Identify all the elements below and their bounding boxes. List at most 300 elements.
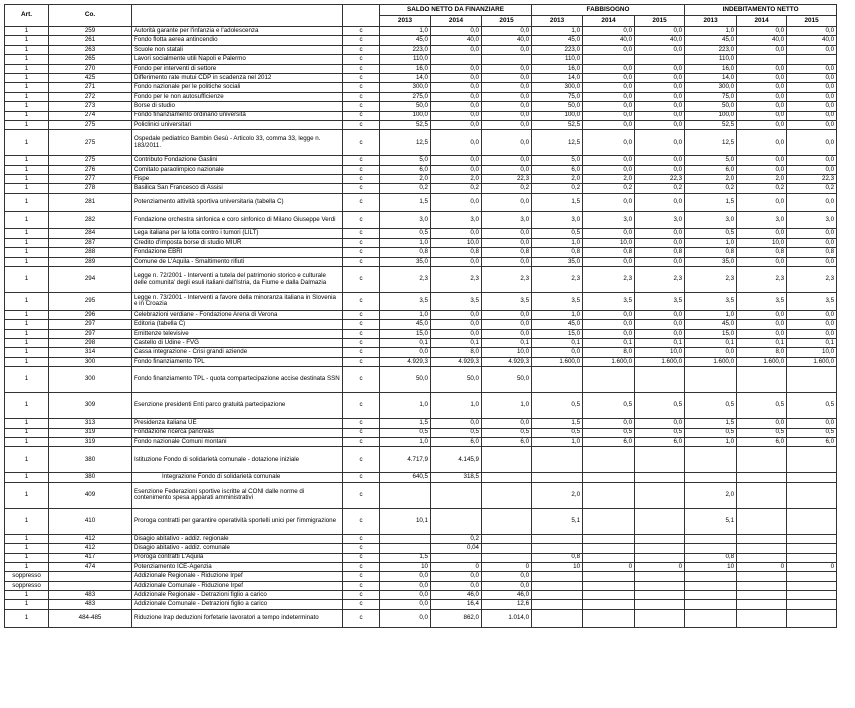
value-cell: 10	[532, 562, 583, 571]
value-cell: 0,0	[787, 73, 837, 82]
description-cell: Addizionale Comunale - Detrazioni figlio a carico	[132, 600, 343, 609]
type-cell: c	[343, 229, 380, 238]
value-cell: 10,0	[482, 348, 532, 357]
value-cell: 40,0	[431, 36, 482, 45]
value-cell: 0,0	[583, 92, 635, 101]
value-cell: 1,5	[380, 553, 431, 562]
co-cell: 313	[49, 419, 132, 428]
co-cell: 298	[49, 338, 132, 347]
value-cell	[583, 600, 635, 609]
value-cell: 0,0	[583, 73, 635, 82]
value-cell	[635, 553, 685, 562]
description-cell: Fondazione EBRI	[132, 248, 343, 257]
value-cell: 16,0	[380, 64, 431, 73]
description-cell: Fondo nazionale Comuni montani	[132, 437, 343, 446]
type-cell: c	[343, 120, 380, 129]
value-cell: 3,5	[787, 293, 837, 311]
value-cell: 10,0	[431, 238, 482, 247]
description-cell: Esenzione Federazioni sportive iscritte al CONI dalle norme di contenimento spesa apparati amministrativi	[132, 482, 343, 508]
value-cell: 8,0	[737, 348, 787, 357]
table-row	[5, 428, 837, 437]
type-cell: c	[343, 600, 380, 609]
table-row	[5, 102, 837, 111]
value-cell: 2,0	[532, 482, 583, 508]
value-cell: 0,0	[482, 73, 532, 82]
value-cell: 2,3	[787, 267, 837, 293]
value-cell	[635, 534, 685, 543]
value-cell: 0,5	[787, 393, 837, 419]
type-cell: c	[343, 338, 380, 347]
value-cell: 0,2	[635, 184, 685, 193]
value-cell	[635, 600, 685, 609]
value-cell: 50,0	[482, 367, 532, 393]
art-cell: 1	[5, 27, 49, 36]
co-cell: 274	[49, 111, 132, 120]
value-cell: 52,5	[380, 120, 431, 129]
value-cell: 0,0	[482, 165, 532, 174]
description-cell: Addizionale Comunale - Riduzione Irpef	[132, 581, 343, 590]
table-row	[5, 36, 837, 45]
table-row	[5, 534, 837, 543]
value-cell	[685, 544, 737, 553]
header-year: 2014	[431, 16, 482, 27]
value-cell: 640,5	[380, 473, 431, 482]
value-cell	[685, 447, 737, 473]
co-cell: 300	[49, 367, 132, 393]
value-cell: 0,8	[787, 248, 837, 257]
value-cell: 16,4	[431, 600, 482, 609]
value-cell: 50,0	[431, 367, 482, 393]
value-cell: 1,0	[380, 310, 431, 319]
value-cell: 1,0	[380, 238, 431, 247]
value-cell: 0,0	[482, 329, 532, 338]
value-cell	[737, 534, 787, 543]
value-cell: 0,0	[635, 419, 685, 428]
value-cell: 0,0	[635, 310, 685, 319]
co-cell: 295	[49, 293, 132, 311]
value-cell: 0,0	[380, 600, 431, 609]
co-cell: 483	[49, 600, 132, 609]
table-row	[5, 329, 837, 338]
value-cell: 0,0	[431, 156, 482, 165]
co-cell: 417	[49, 553, 132, 562]
value-cell: 0,0	[431, 581, 482, 590]
table-row	[5, 55, 837, 64]
value-cell: 16,0	[685, 64, 737, 73]
value-cell: 6,0	[635, 437, 685, 446]
value-cell: 0,0	[737, 64, 787, 73]
value-cell: 0,5	[482, 428, 532, 437]
value-cell: 3,5	[482, 293, 532, 311]
co-cell: 425	[49, 73, 132, 82]
description-cell: Fondo per le non autosufficienze	[132, 92, 343, 101]
description-cell: Istituzione Fondo di solidarietà comunale - dotazione iniziale	[132, 447, 343, 473]
value-cell	[482, 534, 532, 543]
type-cell: c	[343, 357, 380, 366]
value-cell	[737, 482, 787, 508]
table-row	[5, 267, 837, 293]
value-cell: 3,5	[737, 293, 787, 311]
art-cell: 1	[5, 120, 49, 129]
value-cell: 0,0	[583, 27, 635, 36]
co-cell: 281	[49, 193, 132, 211]
art-cell: 1	[5, 83, 49, 92]
value-cell: 110,0	[380, 55, 431, 64]
value-cell: 4.929,3	[482, 357, 532, 366]
co-cell: 483	[49, 591, 132, 600]
value-cell: 15,0	[532, 329, 583, 338]
co-cell	[49, 572, 132, 581]
value-cell: 75,0	[685, 92, 737, 101]
value-cell: 0,8	[380, 248, 431, 257]
value-cell: 0,5	[685, 393, 737, 419]
art-cell: 1	[5, 437, 49, 446]
value-cell: 0,0	[431, 193, 482, 211]
value-cell	[583, 544, 635, 553]
description-cell: Proroga contratti L'Aquila	[132, 553, 343, 562]
value-cell: 0,0	[583, 320, 635, 329]
description-cell: Proroga contratti per garantire operatività sportelli unici per l'immigrazione	[132, 508, 343, 534]
value-cell: 0,0	[787, 310, 837, 319]
value-cell: 12,6	[482, 600, 532, 609]
value-cell: 0,8	[685, 553, 737, 562]
value-cell: 6,0	[380, 165, 431, 174]
table-row	[5, 508, 837, 534]
value-cell	[787, 482, 837, 508]
value-cell: 300,0	[532, 83, 583, 92]
co-cell	[49, 581, 132, 590]
art-cell: 1	[5, 238, 49, 247]
table-row	[5, 92, 837, 101]
table-row	[5, 600, 837, 609]
description-cell: Editoria (tabella C)	[132, 320, 343, 329]
header-year: 2015	[635, 16, 685, 27]
value-cell: 0,0	[482, 238, 532, 247]
value-cell	[583, 55, 635, 64]
value-cell: 22,3	[635, 175, 685, 184]
budget-table	[4, 4, 837, 628]
value-cell: 0,1	[685, 338, 737, 347]
value-cell: 1,0	[380, 27, 431, 36]
value-cell: 10,0	[737, 238, 787, 247]
co-cell: 272	[49, 92, 132, 101]
description-cell: Autorità garante per l'infanzia e l'adolescenza	[132, 27, 343, 36]
value-cell	[532, 367, 583, 393]
type-cell: c	[343, 238, 380, 247]
value-cell: 0,0	[431, 111, 482, 120]
value-cell	[583, 447, 635, 473]
value-cell: 2,0	[685, 175, 737, 184]
table-row	[5, 393, 837, 419]
value-cell: 3,0	[532, 211, 583, 229]
value-cell: 0,2	[787, 184, 837, 193]
description-cell: Fondo per interventi di settore	[132, 64, 343, 73]
description-cell: Emittenze televisive	[132, 329, 343, 338]
header-year: 2013	[380, 16, 431, 27]
type-cell: c	[343, 544, 380, 553]
value-cell: 110,0	[532, 55, 583, 64]
value-cell: 0,0	[635, 45, 685, 54]
type-cell: c	[343, 393, 380, 419]
value-cell: 0,5	[583, 393, 635, 419]
table-row	[5, 130, 837, 156]
value-cell: 0,0	[583, 229, 635, 238]
co-cell: 277	[49, 175, 132, 184]
value-cell	[787, 591, 837, 600]
art-cell: 1	[5, 130, 49, 156]
value-cell: 0,0	[787, 165, 837, 174]
value-cell: 3,0	[380, 211, 431, 229]
art-cell: 1	[5, 393, 49, 419]
value-cell	[787, 572, 837, 581]
co-cell: 410	[49, 508, 132, 534]
value-cell: 0,2	[380, 184, 431, 193]
art-cell: 1	[5, 248, 49, 257]
type-cell: c	[343, 482, 380, 508]
value-cell: 5,0	[532, 156, 583, 165]
value-cell: 0,0	[380, 572, 431, 581]
value-cell: 0,0	[635, 120, 685, 129]
co-cell: 261	[49, 36, 132, 45]
description-cell: Fondazione orchestra sinfonica e coro sinfonico di Milano Giuseppe Verdi	[132, 211, 343, 229]
value-cell	[787, 508, 837, 534]
value-cell: 0,5	[685, 229, 737, 238]
value-cell: 0,0	[380, 609, 431, 627]
value-cell	[583, 367, 635, 393]
value-cell: 3,0	[583, 211, 635, 229]
table-row	[5, 165, 837, 174]
value-cell: 0,0	[635, 130, 685, 156]
value-cell: 14,0	[380, 73, 431, 82]
value-cell: 0,1	[583, 338, 635, 347]
art-cell: 1	[5, 473, 49, 482]
value-cell: 45,0	[532, 36, 583, 45]
co-cell: 259	[49, 27, 132, 36]
description-cell: Differimento rate mutui CDP in scadenza nel 2012	[132, 73, 343, 82]
value-cell: 300,0	[380, 83, 431, 92]
type-cell: c	[343, 534, 380, 543]
table-row	[5, 64, 837, 73]
type-cell: c	[343, 27, 380, 36]
value-cell: 0,0	[787, 419, 837, 428]
table-row	[5, 175, 837, 184]
value-cell: 1.014,0	[482, 609, 532, 627]
art-cell: 1	[5, 211, 49, 229]
type-cell: c	[343, 156, 380, 165]
type-cell: c	[343, 257, 380, 266]
header-year: 2014	[737, 16, 787, 27]
type-cell: c	[343, 83, 380, 92]
value-cell: 0,0	[431, 102, 482, 111]
table-row	[5, 184, 837, 193]
value-cell: 0,0	[737, 130, 787, 156]
value-cell: 10,0	[635, 348, 685, 357]
value-cell: 6,0	[532, 165, 583, 174]
value-cell: 2,3	[635, 267, 685, 293]
table-row	[5, 156, 837, 165]
value-cell	[737, 553, 787, 562]
type-cell: c	[343, 329, 380, 338]
value-cell: 0,0	[787, 45, 837, 54]
value-cell: 15,0	[380, 329, 431, 338]
value-cell: 40,0	[583, 36, 635, 45]
value-cell: 0,5	[380, 428, 431, 437]
value-cell: 1,0	[532, 27, 583, 36]
value-cell: 0,0	[583, 165, 635, 174]
header-type	[343, 5, 380, 27]
value-cell: 318,5	[431, 473, 482, 482]
value-cell: 0,0	[737, 229, 787, 238]
value-cell: 0,0	[482, 257, 532, 266]
type-cell: c	[343, 45, 380, 54]
description-cell: Lega italiana per la lotta contro i tumori (LILT)	[132, 229, 343, 238]
value-cell	[787, 609, 837, 627]
header-description	[132, 5, 343, 27]
value-cell: 0,5	[685, 428, 737, 437]
description-cell: Disagio abitativo - addiz. regionale	[132, 534, 343, 543]
art-cell: 1	[5, 338, 49, 347]
co-cell: 319	[49, 428, 132, 437]
table-row	[5, 419, 837, 428]
table-row	[5, 437, 837, 446]
value-cell: 0,0	[685, 348, 737, 357]
value-cell	[685, 473, 737, 482]
art-cell: 1	[5, 482, 49, 508]
art-cell: 1	[5, 591, 49, 600]
value-cell: 0,0	[583, 310, 635, 319]
value-cell	[787, 473, 837, 482]
value-cell: 275,0	[380, 92, 431, 101]
value-cell: 2,3	[431, 267, 482, 293]
value-cell: 0,0	[431, 92, 482, 101]
value-cell: 0,0	[635, 27, 685, 36]
type-cell: c	[343, 165, 380, 174]
value-cell: 1,0	[685, 238, 737, 247]
value-cell: 0,0	[635, 238, 685, 247]
value-cell: 50,0	[685, 102, 737, 111]
value-cell: 0,0	[737, 310, 787, 319]
value-cell: 0,0	[737, 83, 787, 92]
value-cell: 110,0	[685, 55, 737, 64]
art-cell: soppresso	[5, 581, 49, 590]
value-cell: 2,3	[685, 267, 737, 293]
value-cell: 2,0	[737, 175, 787, 184]
description-cell: Esenzione presidenti Enti parco gratuità partecipazione	[132, 393, 343, 419]
description-cell: Riduzione Irap deduzioni forfetarie lavoratori a tempo indeterminato	[132, 609, 343, 627]
table-row	[5, 553, 837, 562]
table-row	[5, 544, 837, 553]
value-cell	[532, 544, 583, 553]
value-cell: 0,0	[482, 310, 532, 319]
value-cell: 1.600,0	[685, 357, 737, 366]
value-cell: 1,0	[431, 393, 482, 419]
type-cell: c	[343, 184, 380, 193]
value-cell: 0,0	[737, 193, 787, 211]
value-cell	[737, 367, 787, 393]
value-cell: 0,0	[431, 83, 482, 92]
value-cell: 3,5	[685, 293, 737, 311]
value-cell: 3,5	[583, 293, 635, 311]
value-cell: 45,0	[685, 320, 737, 329]
value-cell	[787, 367, 837, 393]
description-cell: Comune de L'Aquila - Smaltimento rifiuti	[132, 257, 343, 266]
value-cell: 0,5	[635, 428, 685, 437]
type-cell: c	[343, 320, 380, 329]
type-cell: c	[343, 367, 380, 393]
value-cell: 1.600,0	[583, 357, 635, 366]
value-cell	[685, 600, 737, 609]
value-cell: 3,0	[635, 211, 685, 229]
value-cell: 45,0	[685, 36, 737, 45]
value-cell: 0,5	[635, 393, 685, 419]
value-cell: 0,0	[737, 257, 787, 266]
description-cell: Fondo finanziamento TPL - quota compartecipazione accise destinata SSN	[132, 367, 343, 393]
value-cell: 0,8	[737, 248, 787, 257]
art-cell: 1	[5, 64, 49, 73]
art-cell: 1	[5, 357, 49, 366]
value-cell: 0,0	[482, 193, 532, 211]
value-cell	[380, 482, 431, 508]
value-cell: 0,0	[635, 73, 685, 82]
description-cell: Basilica San Francesco di Assisi	[132, 184, 343, 193]
co-cell: 412	[49, 534, 132, 543]
value-cell	[482, 553, 532, 562]
value-cell: 0,0	[482, 45, 532, 54]
value-cell: 0,0	[787, 120, 837, 129]
value-cell: 0,0	[482, 581, 532, 590]
value-cell	[737, 544, 787, 553]
value-cell: 50,0	[380, 102, 431, 111]
value-cell: 0,0	[532, 348, 583, 357]
value-cell: 223,0	[380, 45, 431, 54]
value-cell	[737, 447, 787, 473]
value-cell: 1,5	[380, 193, 431, 211]
value-cell: 35,0	[532, 257, 583, 266]
value-cell	[685, 609, 737, 627]
table-row	[5, 447, 837, 473]
value-cell: 0,2	[532, 184, 583, 193]
table-row	[5, 572, 837, 581]
type-cell: c	[343, 248, 380, 257]
type-cell: c	[343, 36, 380, 45]
value-cell: 3,0	[685, 211, 737, 229]
art-cell: 1	[5, 320, 49, 329]
value-cell: 0	[431, 562, 482, 571]
description-cell: Fispe	[132, 175, 343, 184]
value-cell: 0,5	[532, 229, 583, 238]
art-cell: 1	[5, 45, 49, 54]
header-year: 2014	[583, 16, 635, 27]
type-cell: c	[343, 581, 380, 590]
value-cell: 0,0	[482, 229, 532, 238]
value-cell: 0,0	[737, 45, 787, 54]
value-cell	[635, 508, 685, 534]
value-cell: 100,0	[532, 111, 583, 120]
value-cell: 52,5	[532, 120, 583, 129]
value-cell: 10,0	[583, 238, 635, 247]
value-cell: 0,0	[583, 45, 635, 54]
value-cell: 0,0	[482, 111, 532, 120]
value-cell: 3,5	[431, 293, 482, 311]
table-row	[5, 562, 837, 571]
value-cell: 0,5	[737, 393, 787, 419]
value-cell	[482, 482, 532, 508]
co-cell: 288	[49, 248, 132, 257]
description-cell: Addizionale Regionale - Riduzione Irpef	[132, 572, 343, 581]
value-cell	[583, 482, 635, 508]
value-cell: 4.717,9	[380, 447, 431, 473]
value-cell	[380, 544, 431, 553]
